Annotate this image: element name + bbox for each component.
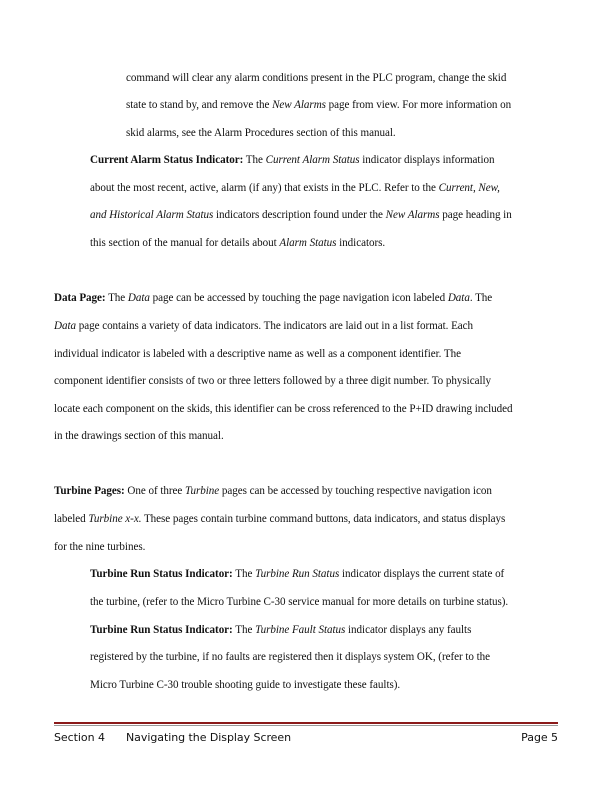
italic-term: New Alarms bbox=[385, 209, 440, 221]
body-line bbox=[54, 292, 492, 304]
text: state to stand by, and remove the bbox=[126, 99, 273, 111]
body-line bbox=[90, 154, 494, 166]
text: component identifier consists of two or three letters followed by a three digit number. To physically bbox=[54, 375, 491, 387]
body-line bbox=[90, 237, 385, 249]
footer-page-number: Page 5 bbox=[521, 731, 558, 744]
text: the turbine, (refer to the Micro Turbine C-30 service manual for more details on turbine status). bbox=[90, 596, 509, 608]
body-line bbox=[126, 99, 511, 111]
text: in the drawings section of this manual. bbox=[54, 430, 224, 442]
text: . The bbox=[469, 292, 493, 304]
italic-term: Turbine Fault Status bbox=[255, 624, 346, 636]
body-line bbox=[54, 320, 473, 332]
subheading: Current Alarm Status Indicator: bbox=[90, 154, 244, 166]
text: individual indicator is labeled with a descriptive name as well as a component identifier. The bbox=[54, 348, 461, 360]
text: indicator displays information bbox=[359, 154, 495, 166]
italic-term: Alarm Status bbox=[279, 237, 337, 249]
text: Micro Turbine C-30 trouble shooting guide to investigate these faults). bbox=[90, 679, 401, 691]
body-line bbox=[90, 624, 471, 636]
body-line bbox=[90, 209, 512, 221]
text: page contains a variety of data indicators. The indicators are laid out in a list format. Each bbox=[76, 320, 474, 332]
italic-term: and Historical Alarm Status bbox=[90, 209, 214, 221]
body-line bbox=[54, 513, 505, 525]
italic-term: Turbine x-x. bbox=[88, 513, 142, 525]
footer-title: Navigating the Display Screen bbox=[126, 731, 292, 744]
text: for the nine turbines. bbox=[54, 541, 146, 553]
body-line bbox=[54, 485, 492, 497]
text: indicators description found under the bbox=[213, 209, 386, 221]
text: this section of the manual for details about bbox=[90, 237, 280, 249]
text: skid alarms, see the Alarm Procedures section of this manual. bbox=[126, 127, 396, 139]
text: command will clear any alarm conditions present in the PLC program, change the skid bbox=[126, 72, 507, 84]
body-line bbox=[90, 651, 490, 663]
text: indicator displays any faults bbox=[345, 624, 472, 636]
italic-term: Data bbox=[447, 292, 470, 304]
text: indicator displays the current state of bbox=[339, 568, 505, 580]
text: labeled bbox=[54, 513, 89, 525]
body-line bbox=[54, 375, 491, 387]
body-line bbox=[54, 403, 513, 415]
italic-term: New Alarms bbox=[272, 99, 326, 111]
italic-term: Turbine Run Status bbox=[255, 568, 340, 580]
text: registered by the turbine, if no faults are registered then it displays system OK, (refer to the bbox=[90, 651, 490, 663]
text: The bbox=[232, 624, 256, 636]
italic-term: Turbine bbox=[185, 485, 220, 497]
text: pages can be accessed by touching respective navigation icon bbox=[219, 485, 492, 497]
body-line bbox=[126, 127, 396, 139]
italic-term: Current Alarm Status bbox=[265, 154, 360, 166]
text: One of three bbox=[124, 485, 185, 497]
text: The bbox=[105, 292, 128, 304]
italic-term: Data bbox=[54, 320, 76, 332]
body-line bbox=[90, 596, 508, 608]
body-line bbox=[54, 541, 145, 553]
text: These pages contain turbine command buttons, data indicators, and status displays bbox=[141, 513, 506, 525]
text: The bbox=[243, 154, 266, 166]
text: locate each component on the skids, this identifier can be cross referenced to the P+ID drawing included bbox=[54, 403, 513, 415]
subheading: Turbine Run Status Indicator: bbox=[90, 568, 233, 580]
text: page heading in bbox=[439, 209, 512, 221]
text: The bbox=[232, 568, 256, 580]
italic-term: Data bbox=[127, 292, 150, 304]
body-line bbox=[54, 348, 461, 360]
footer-rule-red bbox=[54, 722, 558, 724]
footer-rule-gray bbox=[54, 725, 558, 726]
section-heading: Data Page: bbox=[54, 292, 106, 304]
body-line bbox=[90, 182, 500, 194]
body-line bbox=[90, 568, 504, 580]
body-line bbox=[90, 679, 400, 691]
section-heading: Turbine Pages: bbox=[54, 485, 125, 497]
text: about the most recent, active, alarm (if any) that exists in the PLC. Refer to the bbox=[90, 182, 439, 194]
body-line bbox=[126, 72, 506, 84]
subheading: Turbine Run Status Indicator: bbox=[90, 624, 233, 636]
body-line bbox=[54, 430, 224, 442]
text: page can be accessed by touching the page navigation icon labeled bbox=[149, 292, 448, 304]
text: indicators. bbox=[336, 237, 386, 249]
italic-term: Current, New, bbox=[438, 182, 500, 194]
footer-section: Section 4 bbox=[54, 731, 105, 744]
text: page from view. For more information on bbox=[325, 99, 512, 111]
